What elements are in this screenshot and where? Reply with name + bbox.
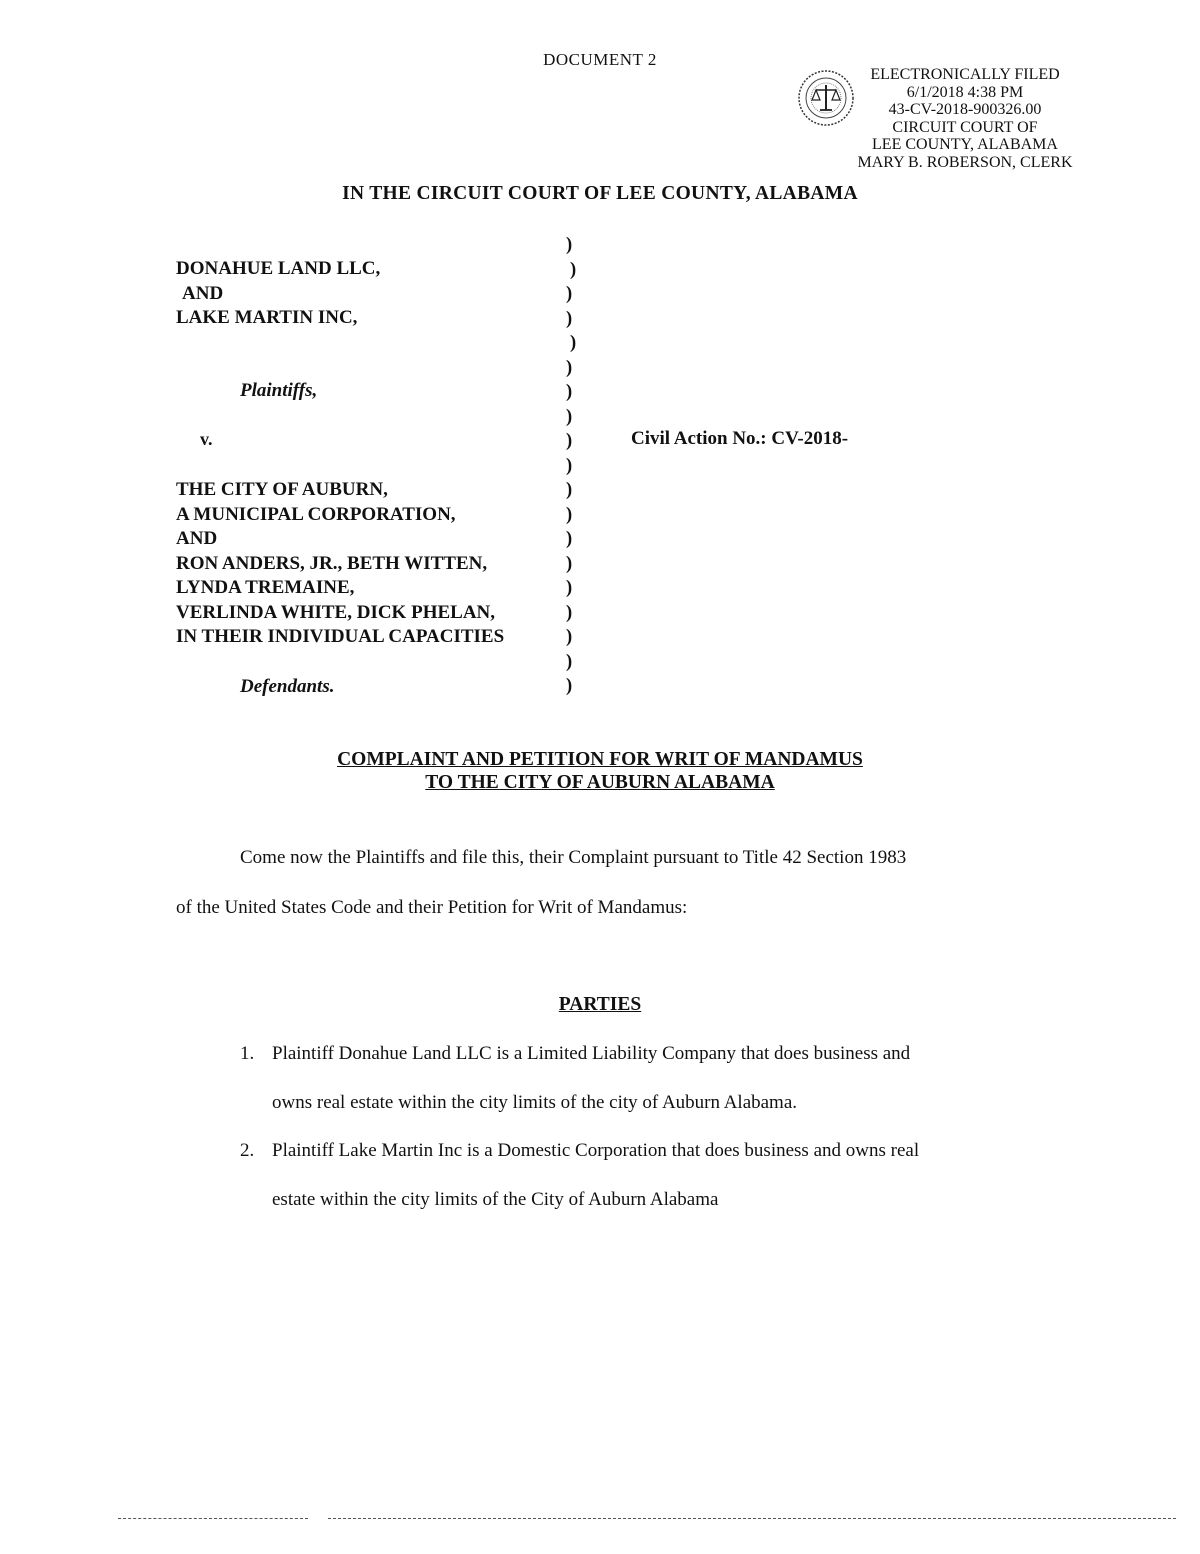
complaint-heading-line: COMPLAINT AND PETITION FOR WRIT OF MANDAMUS <box>337 749 863 770</box>
caption-separator: ) ) ) ) ) ) ) ) ) ) ) ) ) ) ) ) ) ) ) <box>566 235 577 696</box>
court-title: IN THE CIRCUIT COURT OF LEE COUNTY, ALABAMA <box>342 183 858 204</box>
defendant-line: VERLINDA WHITE, DICK PHELAN, <box>176 601 496 623</box>
defendants-block <box>176 478 504 650</box>
defendant-line: AND <box>176 528 218 549</box>
plaintiff-line: DONAHUE LAND LLC, <box>176 258 381 279</box>
complaint-heading-line: TO THE CITY OF AUBURN ALABAMA <box>425 772 775 793</box>
defendants-label: Defendants. <box>240 676 335 697</box>
plaintiff-line: LAKE MARTIN INC, <box>176 307 358 328</box>
party-1-number: 1. <box>240 1043 255 1064</box>
civil-action-number: Civil Action No.: CV-2018- <box>631 428 849 449</box>
plaintiff-line: AND <box>182 282 224 304</box>
intro-line-1: Come now the Plaintiffs and file this, their Complaint pursuant to Title 42 Section 1983 <box>240 847 907 868</box>
parties-heading: PARTIES <box>558 994 642 1015</box>
stamp-line: ELECTRONICALLY FILED <box>870 66 1060 83</box>
party-1-line-1: Plaintiff Donahue Land LLC is a Limited Liability Company that does business and <box>272 1043 911 1064</box>
footer-divider <box>328 1518 1176 1519</box>
intro-line-2: of the United States Code and their Petition for Writ of Mandamus: <box>176 897 688 918</box>
footer-divider <box>118 1518 308 1519</box>
stamp-line: 43-CV-2018-900326.00 <box>888 101 1042 118</box>
filing-stamp <box>842 66 1088 171</box>
plaintiffs-block <box>176 257 380 331</box>
stamp-line: 6/1/2018 4:38 PM <box>906 83 1024 101</box>
defendant-line: THE CITY OF AUBURN, <box>176 479 388 500</box>
defendant-line: A MUNICIPAL CORPORATION, <box>176 503 456 525</box>
defendant-line: IN THEIR INDIVIDUAL CAPACITIES <box>176 626 505 647</box>
stamp-line: LEE COUNTY, ALABAMA <box>872 136 1058 153</box>
defendant-line: RON ANDERS, JR., BETH WITTEN, <box>176 552 488 574</box>
party-2-line-2: estate within the city limits of the City of Auburn Alabama <box>272 1189 719 1210</box>
stamp-line: CIRCUIT COURT OF <box>892 118 1038 136</box>
party-1-line-2: owns real estate within the city limits of the city of Auburn Alabama. <box>272 1092 798 1113</box>
defendant-line: LYNDA TREMAINE, <box>176 577 355 598</box>
party-2-number: 2. <box>240 1140 255 1161</box>
document-label: DOCUMENT 2 <box>543 50 657 69</box>
versus-label: v. <box>200 429 213 449</box>
party-2-line-1: Plaintiff Lake Martin Inc is a Domestic Corporation that does business and owns real <box>272 1140 920 1161</box>
complaint-heading <box>0 748 1200 794</box>
stamp-line: MARY B. ROBERSON, CLERK <box>857 153 1073 171</box>
plaintiffs-label: Plaintiffs, <box>240 380 318 401</box>
